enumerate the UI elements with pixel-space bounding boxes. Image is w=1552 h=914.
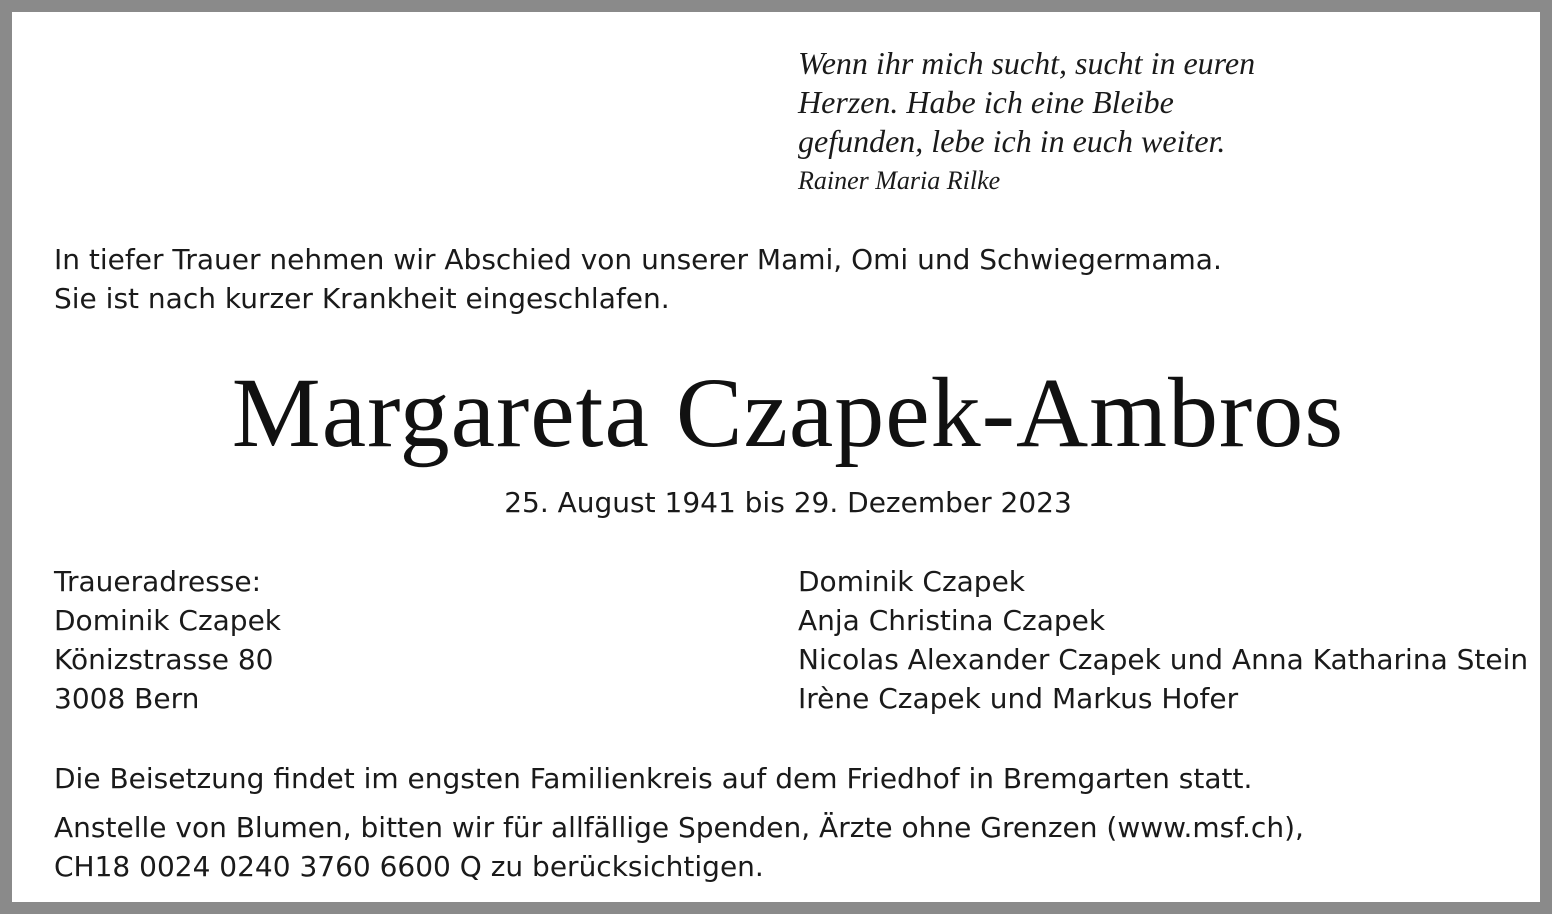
obituary-sheet bbox=[12, 12, 1540, 902]
epigraph-quote bbox=[798, 44, 1255, 201]
address-label: Traueradresse: bbox=[54, 565, 262, 598]
mourning-address bbox=[54, 562, 281, 718]
deceased-name: Margareta Czapek-Ambros bbox=[231, 357, 1345, 468]
family-member: Dominik Czapek bbox=[798, 565, 1026, 598]
quote-line: Herzen. Habe ich eine Bleibe bbox=[798, 84, 1174, 120]
family-list bbox=[798, 562, 1528, 718]
burial-notice: Die Beisetzung findet im engsten Familienkreis auf dem Friedhof in Bremgarten statt. bbox=[54, 762, 1253, 795]
quote-line: gefunden, lebe ich in euch weiter. bbox=[798, 123, 1226, 159]
donation-line: Anstelle von Blumen, bitten wir für allfällige Spenden, Ärzte ohne Grenzen (www.msf.ch), bbox=[54, 811, 1304, 844]
family-member: Anja Christina Czapek bbox=[798, 604, 1106, 637]
donation-line: CH18 0024 0240 3760 6600 Q zu berücksichtigen. bbox=[54, 850, 764, 883]
quote-line: Wenn ihr mich sucht, sucht in euren bbox=[798, 45, 1256, 81]
life-dates: 25. August 1941 bis 29. Dezember 2023 bbox=[504, 486, 1072, 519]
address-line: Dominik Czapek bbox=[54, 604, 282, 637]
address-line: 3008 Bern bbox=[54, 682, 200, 715]
quote-author: Rainer Maria Rilke bbox=[798, 166, 1001, 195]
donation-notice bbox=[54, 808, 1304, 886]
family-member: Nicolas Alexander Czapek und Anna Katharina Stein bbox=[798, 643, 1529, 676]
address-line: Könizstrasse 80 bbox=[54, 643, 274, 676]
intro-line: In tiefer Trauer nehmen wir Abschied von unserer Mami, Omi und Schwiegermama. bbox=[54, 243, 1222, 276]
intro-text bbox=[54, 240, 1222, 318]
intro-line: Sie ist nach kurzer Krankheit eingeschlafen. bbox=[54, 282, 670, 315]
family-member: Irène Czapek und Markus Hofer bbox=[798, 682, 1239, 715]
